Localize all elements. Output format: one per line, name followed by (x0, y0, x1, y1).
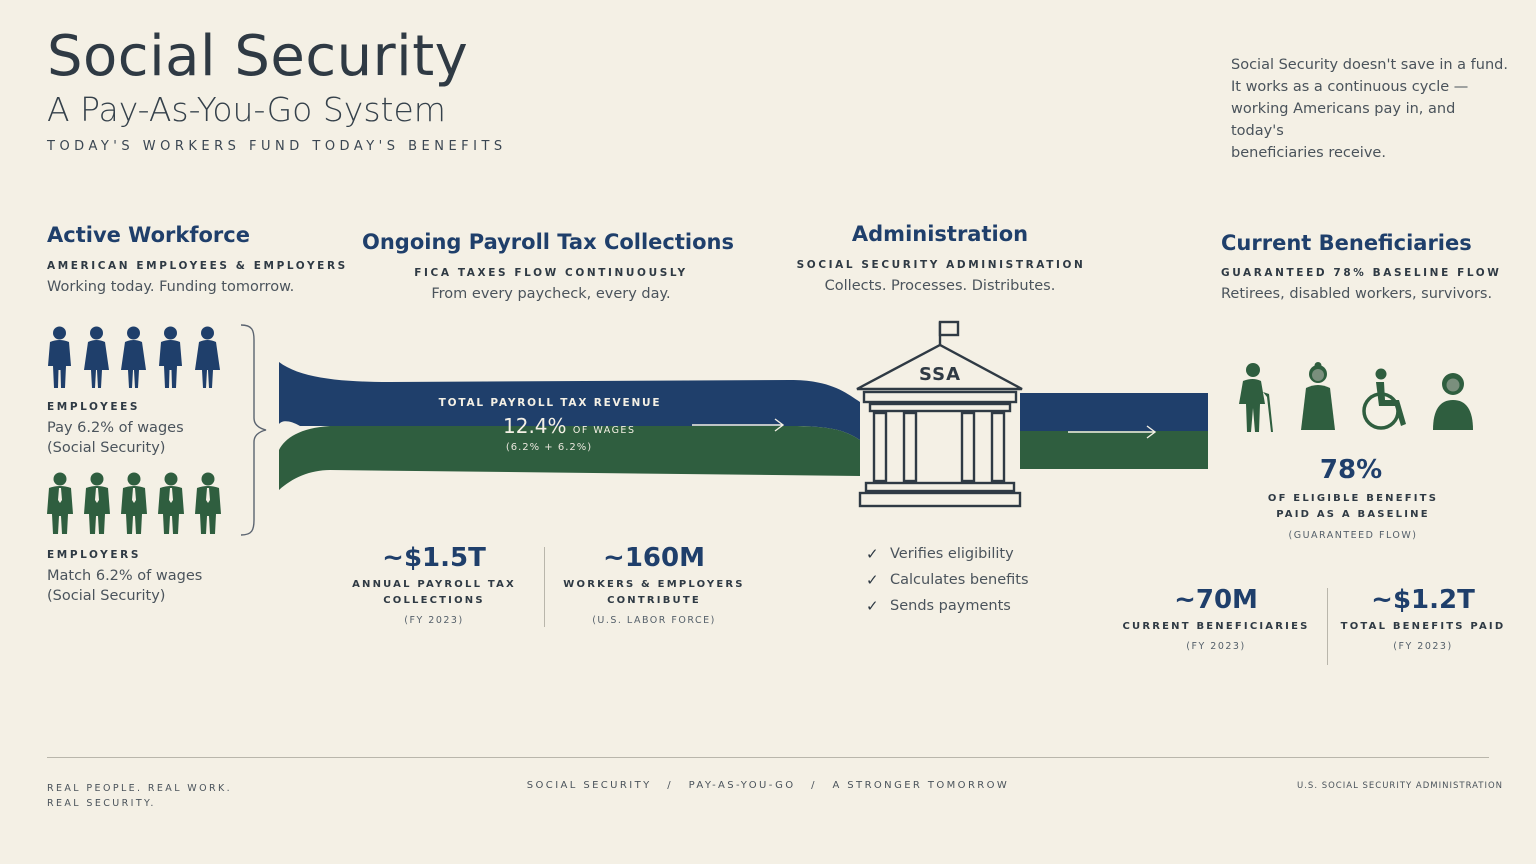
stat-note: (U.S. LABOR FORCE) (592, 615, 716, 626)
intro-line: It works as a continuous cycle — (1231, 79, 1469, 95)
stat-divider (1327, 588, 1328, 665)
collections-title: Ongoing Payroll Tax Collections (362, 230, 734, 254)
beneficiaries-title: Current Beneficiaries (1221, 231, 1472, 255)
employer-icon (47, 472, 73, 534)
stat-label-line: WORKERS & EMPLOYERS (563, 579, 745, 590)
employees-label: EMPLOYEES (47, 401, 141, 413)
check-list (866, 541, 1029, 619)
flow-rate-value: 12.4% (503, 414, 567, 438)
employers-desc-line: Match 6.2% of wages (47, 568, 203, 584)
stat-note: (FY 2023) (1186, 641, 1246, 652)
workforce-caption: AMERICAN EMPLOYEES & EMPLOYERS (47, 260, 348, 272)
stat-label (549, 577, 759, 609)
employer-icon (84, 472, 110, 534)
footer-center-item: PAY-AS-YOU-GO (688, 780, 796, 791)
check-label: Verifies eligibility (890, 546, 1014, 562)
footer-center-item: A STRONGER TOMORROW (832, 780, 1010, 791)
stat-block (334, 543, 534, 626)
footer-left-line: REAL SECURITY. (47, 798, 156, 809)
beneficiary-icons (1233, 362, 1473, 432)
footer-divider (47, 757, 1489, 758)
footer-left-line: REAL PEOPLE. REAL WORK. (47, 783, 233, 794)
employees-desc-line: (Social Security) (47, 440, 166, 456)
footer-center (527, 780, 1009, 791)
beneficiaries-description: Retirees, disabled workers, survivors. (1221, 286, 1493, 302)
stat-label: TOTAL BENEFITS PAID (1340, 621, 1506, 632)
stat-value: ~$1.5T (382, 543, 486, 573)
intro-line: Social Security doesn't save in a fund. (1231, 57, 1508, 73)
stat-divider (544, 547, 545, 627)
percent-label-line: PAID AS A BASELINE (1276, 509, 1430, 520)
footer-separator: / (811, 780, 817, 791)
stat-label-line: CONTRIBUTE (607, 595, 701, 606)
employers-description (47, 566, 202, 606)
employer-icon (158, 472, 184, 534)
check-item (866, 593, 1029, 619)
elderly-woman-icon (1297, 362, 1339, 432)
flow-rate-unit: OF WAGES (572, 425, 636, 436)
page-subtitle: A Pay-As-You-Go System (47, 90, 446, 129)
stat-note: (FY 2023) (1393, 641, 1453, 652)
stat-label: CURRENT BENEFICIARIES (1122, 621, 1310, 632)
check-item (866, 567, 1029, 593)
retiree-icon (1233, 362, 1277, 432)
stat-value: ~$1.2T (1371, 585, 1475, 615)
stat-label (334, 577, 534, 609)
employers-label: EMPLOYERS (47, 549, 142, 561)
check-icon: ✓ (866, 597, 879, 615)
intro-line: working Americans pay in, and today's (1231, 101, 1456, 139)
green-flow-band-right (1020, 431, 1208, 469)
beneficiary-percent: 78% (1319, 455, 1383, 485)
footer-center-item: SOCIAL SECURITY (526, 780, 652, 791)
employers-desc-line: (Social Security) (47, 588, 166, 604)
check-icon: ✓ (866, 571, 879, 589)
employer-icon (195, 472, 221, 534)
check-label: Calculates benefits (890, 572, 1029, 588)
employee-icon (121, 326, 146, 388)
employees-row (47, 326, 220, 388)
stat-block (1338, 585, 1508, 652)
beneficiary-percent-label (1268, 491, 1438, 523)
employees-description (47, 418, 184, 458)
flow-rate (503, 414, 635, 438)
administration-description: Collects. Processes. Distributes. (824, 278, 1056, 294)
collections-caption: FICA TAXES FLOW CONTINUOUSLY (414, 267, 688, 279)
employee-icon (158, 326, 183, 388)
workforce-description: Working today. Funding tomorrow. (47, 279, 295, 295)
beneficiary-percent-note: (GUARANTEED FLOW) (1288, 530, 1418, 541)
footer-left (47, 781, 232, 811)
wheelchair-icon (1359, 368, 1413, 432)
stat-value: ~70M (1174, 585, 1258, 615)
administration-title: Administration (851, 222, 1029, 246)
ssa-label: SSA (918, 364, 962, 385)
stat-block (1121, 585, 1311, 652)
collections-description: From every paycheck, every day. (431, 286, 671, 302)
flow-label: TOTAL PAYROLL TAX REVENUE (438, 397, 662, 409)
employee-icon (47, 326, 72, 388)
footer-right: U.S. SOCIAL SECURITY ADMINISTRATION (1297, 781, 1504, 791)
beneficiaries-caption: GUARANTEED 78% BASELINE FLOW (1221, 267, 1502, 279)
employer-icon (121, 472, 147, 534)
navy-flow-band-right (1020, 393, 1208, 431)
employees-desc-line: Pay 6.2% of wages (47, 420, 184, 436)
stat-label-line: COLLECTIONS (383, 595, 485, 606)
stat-block (549, 543, 759, 626)
administration-caption: SOCIAL SECURITY ADMINISTRATION (796, 259, 1086, 271)
stat-note: (FY 2023) (404, 615, 464, 626)
stat-value: ~160M (603, 543, 705, 573)
bracket-icon (241, 325, 266, 535)
employers-row (47, 472, 221, 534)
check-icon: ✓ (866, 545, 879, 563)
percent-label-line: OF ELIGIBLE BENEFITS (1267, 493, 1439, 504)
check-label: Sends payments (890, 598, 1011, 614)
check-item (866, 541, 1029, 567)
stat-label-line: ANNUAL PAYROLL TAX (352, 579, 516, 590)
employee-icon (195, 326, 220, 388)
survivor-icon (1433, 370, 1473, 432)
flow-breakdown: (6.2% + 6.2%) (505, 442, 593, 453)
page-title: Social Security (47, 24, 469, 89)
employee-icon (84, 326, 109, 388)
ssa-building-icon (857, 322, 1022, 506)
workforce-title: Active Workforce (47, 223, 250, 247)
page-tagline: TODAY'S WORKERS FUND TODAY'S BENEFITS (47, 139, 507, 154)
footer-separator: / (667, 780, 673, 791)
intro-line: beneficiaries receive. (1231, 145, 1386, 161)
